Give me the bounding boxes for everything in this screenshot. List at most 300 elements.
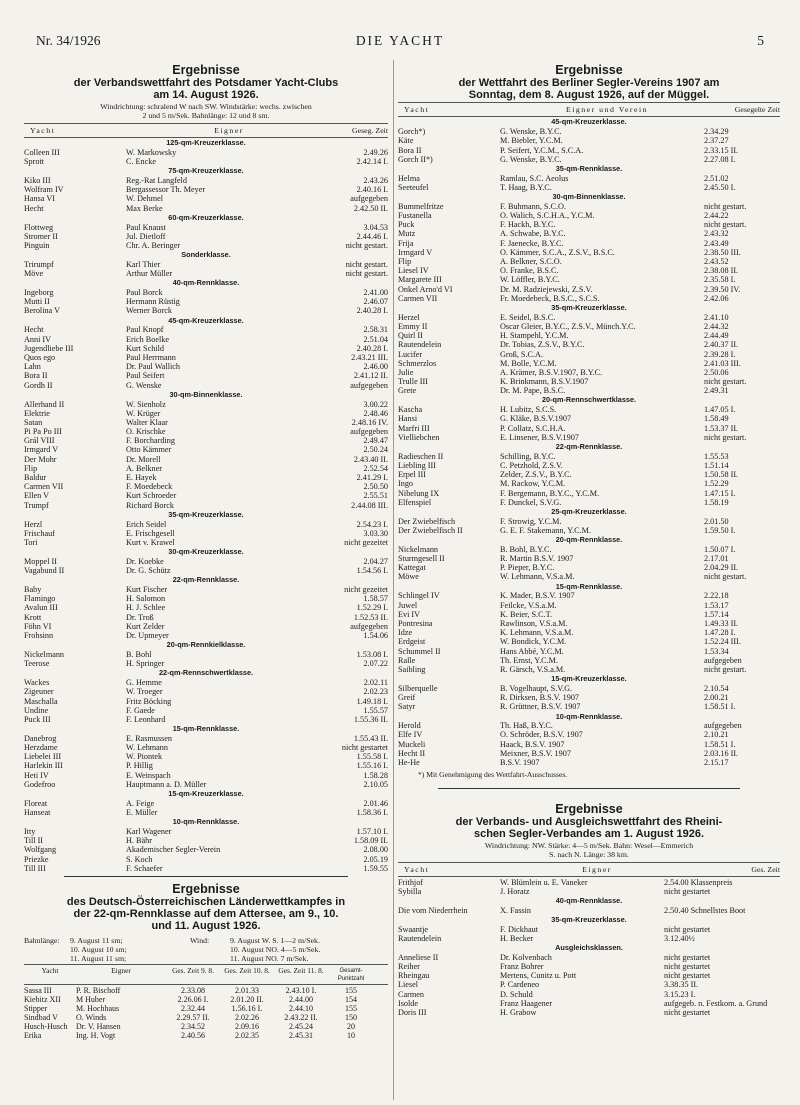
- result-time: nicht gestartet: [664, 971, 711, 981]
- owner-name: F. Schaefer: [126, 863, 163, 873]
- result-row: [24, 371, 388, 380]
- result-time: 1.58.36 I.: [356, 808, 388, 818]
- yacht-name: Teerose: [24, 659, 50, 669]
- result-row: [398, 554, 780, 563]
- yacht-name: Marfri III: [398, 423, 430, 433]
- section-subtitle: am 14. August 1926.: [153, 89, 259, 102]
- header-time-day2: Ges. Zeit 10. 8.: [224, 965, 270, 975]
- result-row: [24, 482, 388, 491]
- owner-name: H. Lubitz, S.C.S.: [500, 405, 557, 415]
- result-time: 2.02.23: [363, 687, 388, 697]
- result-row: [398, 980, 780, 989]
- yacht-name: Radieschen II: [398, 451, 444, 461]
- result-row: [24, 381, 388, 390]
- owner-name: T. Haag, B.Y.C.: [500, 182, 552, 192]
- result-time: 2.50.24: [363, 445, 388, 455]
- result-time: 2.15.17: [704, 758, 729, 768]
- yacht-name: Baldur: [24, 473, 47, 483]
- owner-name: Dr. Tobias, Z.S.V., B.Y.C.: [500, 340, 585, 350]
- result-time: 2.39.28 I.: [704, 349, 736, 359]
- result-row: [24, 799, 388, 808]
- owner-name: Dr. Koebke: [126, 556, 164, 566]
- yacht-name: Flamingo: [24, 594, 56, 604]
- result-row: [398, 601, 780, 610]
- issue-number: Nr. 34/1926: [36, 33, 101, 48]
- rule: [24, 123, 388, 124]
- owner-name: Dr. Paul Wallich: [126, 362, 180, 372]
- result-time: 2.54.00 Klassenpreis: [664, 877, 733, 887]
- bsv-results: [398, 64, 780, 780]
- owner-name: Kurt Schild: [126, 343, 164, 353]
- yacht-name: Erpel III: [398, 470, 426, 480]
- result-row: [24, 706, 388, 715]
- class-heading: 30-qm-Kreuzerklasse.: [168, 547, 244, 557]
- result-time: 2.27.08 I.: [704, 154, 736, 164]
- yacht-name: Silberquelle: [398, 683, 438, 693]
- result-time: 1.58.28: [363, 770, 388, 780]
- result-row: [398, 637, 780, 646]
- yacht-name: Pi Pa Po III: [24, 427, 62, 437]
- yacht-name: He-He: [398, 758, 420, 768]
- yacht-name: Hecht: [24, 325, 44, 335]
- result-row: [24, 808, 388, 817]
- time-day3: 2.44.10: [289, 1004, 313, 1014]
- yacht-name: Anneliese II: [398, 952, 439, 962]
- yacht-name: Frithjof: [398, 877, 424, 887]
- time-day1: 2.33.08: [181, 986, 205, 996]
- result-row: [398, 740, 780, 749]
- yacht-name: Till II: [24, 836, 44, 846]
- owner-name: H. Stampehl, Y.C.M.: [500, 331, 569, 341]
- result-row: [24, 409, 388, 418]
- points: 154: [345, 995, 357, 1005]
- result-row: [24, 538, 388, 547]
- owner-name: F. Dunckel, S.V.G.: [500, 497, 562, 507]
- yacht-name: Föhn VI: [24, 621, 52, 631]
- yacht-name: Nibelung IX: [398, 488, 440, 498]
- result-time: 2.42.50 II.: [353, 203, 388, 213]
- owner-name: H. Bähr: [126, 836, 152, 846]
- time-day3: 2.43.22 II.: [284, 1013, 318, 1023]
- owner-name: Max Berke: [126, 203, 163, 213]
- owner-name: Paul Knaust: [126, 222, 166, 232]
- result-time: nicht gezeitet: [344, 537, 388, 547]
- result-time: 2.44.22: [704, 211, 729, 221]
- result-time: 2.49.47: [363, 436, 388, 446]
- header-owner: Eigner: [111, 965, 131, 975]
- yacht-name: Flottweg: [24, 222, 54, 232]
- time-day1: 2.26.06 I.: [177, 995, 209, 1005]
- owner-name: P. R. Bischoff: [76, 986, 121, 996]
- result-row: [398, 749, 780, 758]
- time-day1: 2.32.44: [181, 1004, 205, 1014]
- rule: [398, 876, 780, 877]
- owner-name: E. Hayek: [126, 473, 157, 483]
- result-time: 2.43.26: [363, 175, 388, 185]
- owner-name: Jul. Dietloff: [126, 231, 166, 241]
- yacht-name: Danebrog: [24, 733, 57, 743]
- result-time: 1.53.08 I.: [356, 650, 388, 660]
- yacht-name: Isolde: [398, 998, 419, 1008]
- result-row: [24, 473, 388, 482]
- result-row: [24, 260, 388, 269]
- class-heading: 20-qm-Rennschwertklasse.: [541, 395, 637, 405]
- owner-name: S. Koch: [126, 854, 153, 864]
- result-time: 2.10.05: [363, 779, 388, 789]
- yacht-name: Käte: [398, 136, 414, 146]
- result-row: [24, 501, 388, 510]
- yacht-name: Floreat: [24, 798, 48, 808]
- owner-name: Dr. G. Schütz: [126, 566, 171, 576]
- country-table: [24, 986, 388, 1040]
- result-row: [398, 183, 780, 192]
- result-time: 2.41.10: [704, 312, 729, 322]
- yacht-name: Satan: [24, 417, 43, 427]
- result-time: 2.52.54: [363, 463, 388, 473]
- result-time: 2.43.21 III.: [351, 352, 388, 362]
- result-time: 3.12.40½: [664, 933, 695, 943]
- owner-name: P. Hillig: [126, 761, 153, 771]
- result-row: [398, 136, 780, 145]
- race-info: [24, 103, 388, 121]
- yacht-name: Doris III: [398, 1007, 427, 1017]
- owner-name: H. Grabow: [500, 1007, 537, 1017]
- attersee-results: [24, 883, 388, 1040]
- result-time: 2.04.29 II.: [704, 563, 739, 573]
- yacht-name: Carmen VII: [24, 482, 64, 492]
- result-time: 1.55.57: [363, 705, 388, 715]
- yacht-name: Avalun III: [24, 603, 58, 613]
- owner-name: F. Buhmann, S.C.O.: [500, 201, 566, 211]
- yacht-name: Wolfram IV: [24, 185, 64, 195]
- yacht-name: Kiebitz XII: [24, 995, 61, 1005]
- course-label: Bahnlänge:: [24, 935, 60, 945]
- time-day1: 2.40.56: [181, 1031, 205, 1041]
- result-time: 3.04.53: [363, 222, 388, 232]
- result-time: 1.52.29: [704, 479, 729, 489]
- owner-name: G. Wenske: [126, 380, 162, 390]
- yacht-name: Gordh II: [24, 380, 53, 390]
- result-row: [24, 529, 388, 538]
- result-time: 2.10.21: [704, 730, 729, 740]
- result-row: [398, 925, 780, 934]
- class-heading: 35-qm-Kreuzerklasse.: [551, 914, 627, 924]
- result-time: 2.03.16 II.: [704, 748, 739, 758]
- owner-name: E. Weinspach: [126, 770, 171, 780]
- header-owner: Eigner und Verein: [565, 105, 649, 115]
- result-row: [398, 174, 780, 183]
- results-table: [398, 878, 780, 1018]
- header-yacht: Yacht: [30, 126, 56, 135]
- yacht-name: Elfe IV: [398, 730, 423, 740]
- result-row: [398, 591, 780, 600]
- result-time: 1.55.43 II.: [353, 733, 388, 743]
- result-row: [398, 285, 780, 294]
- owner-name: Richard Borck: [126, 500, 174, 510]
- result-time: 3.38.35 II.: [664, 980, 699, 990]
- time-day3: 2.43.10 I.: [285, 986, 317, 996]
- result-row: [24, 613, 388, 622]
- result-row: [398, 526, 780, 535]
- result-row: [398, 368, 780, 377]
- result-time: 2.34.29: [704, 127, 729, 137]
- owner-name: K. Mader, B.S.V. 1907: [500, 591, 575, 601]
- yacht-name: Husch-Husch: [24, 1022, 68, 1032]
- section-subtitle: schen Segler-Verbandes am 1. August 1926.: [473, 827, 705, 840]
- owner-name: C. Petzhold, Z.S.V.: [500, 461, 563, 470]
- class-heading: 35-qm-Kreuzerklasse.: [551, 302, 627, 312]
- result-time: 2.41.29 I.: [356, 473, 388, 483]
- owner-name: W. Lehmann, V.S.a.M.: [500, 572, 575, 582]
- yacht-name: Allerhand II: [24, 399, 65, 409]
- result-row: [24, 687, 388, 696]
- result-time: 1.57.10 I.: [356, 827, 388, 837]
- owner-name: O. Franke, B.S.C.: [500, 266, 559, 276]
- result-row: [398, 424, 780, 433]
- owner-name: Feilcke, V.S.a.M.: [500, 600, 557, 610]
- result-time: 2.44.46 I.: [356, 231, 388, 241]
- owner-name: Kurt Zelder: [126, 621, 165, 631]
- magazine-title: DIE YACHT: [355, 33, 445, 48]
- yacht-name: Saibling: [398, 664, 426, 674]
- result-time: 1.53.37 II.: [704, 423, 739, 433]
- header-yacht: Yacht: [404, 864, 430, 874]
- owner-name: M. Biebler, Y.C.M.: [500, 136, 563, 146]
- wind-value: 11. August NO. 7 m/Sek.: [230, 953, 309, 963]
- owner-name: O. Kämmer, S.C.A., Z.S.V., B.S.C.: [500, 247, 615, 257]
- result-time: 1.54.56 I.: [356, 566, 388, 576]
- owner-name: W. Dehmel: [126, 194, 163, 204]
- result-row: [24, 455, 388, 464]
- section-title: Ergebnisse: [555, 801, 623, 816]
- result-time: nicht gestart.: [704, 377, 747, 387]
- yacht-name: Idze: [398, 628, 413, 638]
- result-time: 2.48.16 IV.: [351, 417, 388, 427]
- owner-name: P. Collatz, S.C.H.A.: [500, 423, 566, 433]
- wind-values: [230, 936, 320, 963]
- result-row: [398, 702, 780, 711]
- result-row: [398, 610, 780, 619]
- result-time: 1.47.28 I.: [704, 628, 736, 638]
- result-row: [24, 836, 388, 845]
- owner-name: Walter Klaar: [126, 417, 168, 427]
- yacht-name: Quos ego: [24, 352, 56, 362]
- result-time: nicht gestart.: [704, 432, 747, 442]
- result-time: 2.43.40 II.: [353, 454, 388, 464]
- owner-name: Th. Haß, B.Y.C.: [500, 721, 553, 731]
- yacht-name: Hecht: [24, 203, 44, 213]
- section-subtitle: und 11. August 1926.: [151, 920, 261, 933]
- result-time: 1.58.57: [363, 594, 388, 604]
- owner-name: Franz Haagener: [500, 998, 553, 1008]
- owner-name: Paul Borck: [126, 288, 163, 298]
- result-time: 2.54.23 I.: [356, 519, 388, 529]
- owner-name: Kurt v. Krawel: [126, 537, 175, 547]
- yacht-name: Herzel: [398, 312, 420, 322]
- class-heading: 125-qm-Kreuzerklasse.: [166, 138, 246, 147]
- result-time: 2.50.40 Schnellstes Boot: [664, 905, 746, 915]
- results-table: [24, 139, 388, 873]
- time-day1: 2.34.52: [181, 1022, 205, 1032]
- country-row: [24, 1031, 388, 1040]
- owner-name: Dr. M. Radziejewski, Z.S.V.: [500, 284, 593, 294]
- yacht-name: Ralle: [398, 655, 416, 665]
- header-time: Ges. Zeit: [751, 864, 780, 874]
- class-heading: 22-qm-Rennklasse.: [555, 442, 623, 452]
- points: 155: [345, 986, 357, 996]
- potsdam-results: [24, 64, 388, 873]
- country-row: [24, 1022, 388, 1031]
- result-row: [398, 331, 780, 340]
- owner-name: Chr. A. Beringer: [126, 240, 181, 250]
- yacht-name: Lahn: [24, 362, 41, 372]
- owner-name: Werner Borck: [126, 306, 172, 316]
- owner-name: F. Bergemann, B.Y.C., Y.C.M.: [500, 488, 600, 498]
- owner-name: Haack, B.S.V. 1907: [500, 739, 565, 749]
- yacht-name: Maschalla: [24, 696, 58, 706]
- result-row: [24, 418, 388, 427]
- class-heading: 15-qm-Rennklasse.: [555, 581, 623, 591]
- result-time: 2.42.14 I.: [356, 156, 388, 166]
- section-title: Ergebnisse: [172, 63, 240, 77]
- header-time-day1: Ges. Zeit 9. 8.: [172, 965, 214, 975]
- owner-name: E. Rasmussen: [126, 733, 172, 743]
- result-time: 1.55.16 I.: [356, 761, 388, 771]
- section-divider: [438, 788, 740, 789]
- country-table-headers: [24, 967, 388, 984]
- result-time: 1.52.24 III.: [704, 637, 741, 647]
- result-row: [24, 185, 388, 194]
- left-column: [24, 58, 388, 1103]
- result-time: 2.51.02: [704, 173, 729, 183]
- yacht-name: Harlekin III: [24, 761, 63, 771]
- result-row: [24, 659, 388, 668]
- result-row: [398, 962, 780, 971]
- yacht-name: Schummel II: [398, 646, 441, 656]
- yacht-name: Heti IV: [24, 770, 49, 780]
- result-row: [398, 628, 780, 637]
- result-row: [24, 743, 388, 752]
- owner-name: Erich Boelke: [126, 334, 169, 344]
- result-row: [398, 906, 780, 915]
- owner-name: F. Gaede: [126, 705, 155, 715]
- result-time: 2.43.32: [704, 229, 729, 239]
- owner-name: E. Müller: [126, 808, 158, 818]
- yacht-name: Itty: [24, 827, 36, 837]
- owner-name: M Huber: [76, 995, 106, 1005]
- yacht-name: Schlingel IV: [398, 591, 440, 601]
- yacht-name: Fustanella: [398, 211, 432, 221]
- rule: [24, 964, 388, 965]
- result-row: [398, 498, 780, 507]
- course-lengths: [70, 936, 190, 963]
- owner-name: B. Bohl: [126, 650, 152, 660]
- result-time: 2.50.50: [363, 482, 388, 492]
- column-separator: [393, 60, 394, 1100]
- section-title: Ergebnisse: [555, 63, 623, 77]
- rule: [398, 102, 780, 103]
- time-day2: 2.09.16: [235, 1022, 259, 1032]
- yacht-name: Sturmgesell II: [398, 554, 445, 564]
- owner-name: P. Pieper, B.Y.C.: [500, 563, 555, 573]
- result-row: [24, 827, 388, 836]
- yacht-name: Berolina V: [24, 306, 61, 316]
- class-heading: 75-qm-Kreuzerklasse.: [168, 166, 244, 176]
- owner-name: Arthur Müller: [126, 269, 173, 279]
- yacht-name: Frija: [398, 238, 414, 248]
- owner-name: W. Löffler, B.Y.C.: [500, 275, 560, 285]
- result-row: [24, 594, 388, 603]
- owner-name: W. Lehmann: [126, 743, 168, 753]
- time-day2: 2.02.35: [235, 1031, 259, 1041]
- result-time: 2.46.07: [363, 297, 388, 307]
- owner-name: C. Encke: [126, 156, 157, 166]
- header-time-day3: Ges. Zeit 11. 8.: [278, 965, 324, 975]
- results-table: [398, 118, 780, 767]
- course-and-wind: [24, 936, 388, 963]
- yacht-name: Nickelmann: [24, 650, 65, 660]
- result-row: [398, 730, 780, 739]
- owner-name: F. Borcharding: [126, 436, 175, 446]
- yacht-name: Der Zwiebelfisch II: [398, 525, 463, 535]
- owner-name: R. Dirksen, B.S.V. 1907: [500, 693, 580, 703]
- result-row: [398, 414, 780, 423]
- result-time: nicht gestartet: [664, 962, 711, 972]
- result-row: [24, 715, 388, 724]
- result-row: [398, 665, 780, 674]
- race-info: [398, 842, 780, 860]
- result-row: [398, 693, 780, 702]
- result-row: [398, 229, 780, 238]
- owner-name: G. E. F. Stakemann, Y.C.M.: [500, 525, 591, 535]
- owner-name: H. Becker: [500, 933, 534, 943]
- yacht-name: Bora II: [398, 145, 422, 155]
- result-time: 2.38.50 III.: [704, 247, 741, 257]
- result-row: [398, 452, 780, 461]
- result-time: 2.46.00: [363, 362, 388, 372]
- header-owner: Eigner: [214, 126, 244, 135]
- points: 20: [347, 1022, 355, 1032]
- result-row: [24, 176, 388, 185]
- result-time: nicht gestart.: [704, 664, 747, 674]
- result-time: 2.40.28 I.: [356, 343, 388, 353]
- yacht-name: Puck III: [24, 714, 51, 724]
- yacht-name: Carmen VII: [398, 293, 438, 303]
- result-time: 1.52.53 II.: [353, 612, 388, 622]
- yacht-name: Schmerzlos: [398, 358, 437, 368]
- owner-name: H. Springer: [126, 659, 165, 669]
- yacht-name: Wolfgang: [24, 845, 57, 855]
- owner-name: B. Bohl, B.Y.C.: [500, 544, 552, 554]
- owner-name: W. Piontek: [126, 752, 163, 762]
- yacht-name: Tori: [24, 537, 38, 547]
- owner-name: R. Grüttner, B.S.V. 1907: [500, 702, 581, 712]
- result-row: [398, 266, 780, 275]
- result-row: [398, 647, 780, 656]
- header-time: Geseg. Zeit: [352, 126, 388, 135]
- yacht-name: Zigeuner: [24, 687, 54, 697]
- owner-name: W. Sienholz: [126, 399, 166, 409]
- result-time: 1.58.49: [704, 414, 729, 424]
- result-row: [24, 445, 388, 454]
- result-row: [398, 313, 780, 322]
- race-info-line: S. nach N. Länge: 38 km.: [549, 849, 629, 859]
- result-row: [398, 239, 780, 248]
- class-heading: 10-qm-Rennklasse.: [555, 711, 623, 721]
- owner-name: Hauptmann a. D. Müller: [126, 779, 207, 789]
- result-row: [24, 223, 388, 232]
- owner-name: A. Feige: [126, 798, 155, 808]
